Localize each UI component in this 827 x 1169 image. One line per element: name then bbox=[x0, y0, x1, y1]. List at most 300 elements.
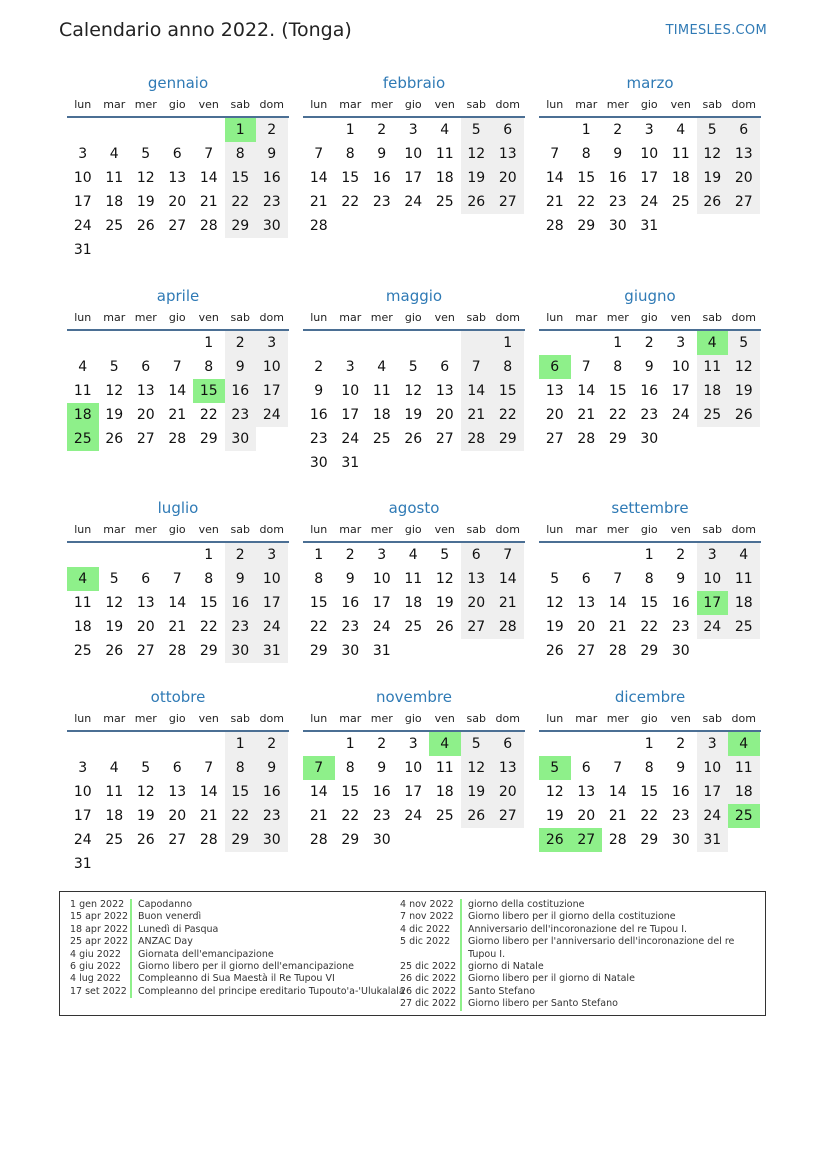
month-settembre bbox=[539, 497, 761, 663]
weekday-label: dom bbox=[259, 98, 284, 111]
empty-cell bbox=[256, 427, 288, 451]
empty-cell bbox=[303, 732, 335, 756]
empty-cell bbox=[539, 732, 571, 756]
day-cell: 31 bbox=[372, 643, 391, 659]
month-giugno bbox=[539, 285, 761, 451]
day-cell: 1 bbox=[613, 335, 623, 351]
legend-item bbox=[70, 973, 405, 985]
day-cell: 1 bbox=[644, 547, 654, 563]
day-cell: 23 bbox=[225, 615, 257, 639]
holiday-name: Buon venerdì bbox=[130, 911, 201, 923]
day-cell: 13 bbox=[435, 383, 454, 399]
empty-cell bbox=[130, 543, 162, 567]
weekday-label: mar bbox=[575, 523, 598, 536]
day-cell: 26 bbox=[105, 431, 124, 447]
day-cell: 15 bbox=[193, 379, 225, 403]
empty-cell bbox=[539, 331, 571, 355]
day-cell: 8 bbox=[314, 571, 324, 587]
day-cell: 20 bbox=[577, 619, 596, 635]
weekday-label: lun bbox=[546, 98, 564, 111]
weekday-label: mer bbox=[606, 523, 629, 536]
day-cell: 18 bbox=[435, 170, 454, 186]
day-cell: 18 bbox=[372, 407, 391, 423]
day-cell: 7 bbox=[303, 756, 335, 780]
day-cell: 22 bbox=[225, 804, 257, 828]
day-cell: 20 bbox=[435, 407, 454, 423]
day-cell: 1 bbox=[225, 118, 257, 142]
day-cell: 23 bbox=[309, 431, 328, 447]
page-title: Calendario anno 2022. (Tonga) bbox=[59, 19, 352, 41]
day-cell: 2 bbox=[225, 331, 257, 355]
day-cell: 21 bbox=[168, 619, 187, 635]
holiday-date: 17 set 2022 bbox=[70, 985, 127, 997]
day-cell: 31 bbox=[256, 639, 288, 663]
day-cell: 17 bbox=[256, 591, 288, 615]
holiday-date: 1 gen 2022 bbox=[70, 899, 125, 910]
holiday-name: Lunedì di Pasqua bbox=[130, 924, 218, 936]
day-cell: 2 bbox=[256, 732, 288, 756]
day-cell: 1 bbox=[204, 335, 214, 351]
month-maggio bbox=[303, 285, 525, 475]
weekday-label: lun bbox=[310, 98, 328, 111]
day-cell: 15 bbox=[577, 170, 596, 186]
day-cell: 19 bbox=[545, 619, 564, 635]
weekday-header bbox=[67, 94, 289, 118]
empty-cell bbox=[303, 118, 335, 142]
day-cell: 21 bbox=[199, 808, 218, 824]
day-cell: 21 bbox=[309, 808, 328, 824]
day-cell: 4 bbox=[377, 359, 387, 375]
weekday-label: lun bbox=[546, 712, 564, 725]
weekday-label: dom bbox=[731, 523, 756, 536]
empty-cell bbox=[602, 543, 634, 567]
day-cell: 9 bbox=[676, 571, 686, 587]
day-cell: 27 bbox=[571, 828, 603, 852]
day-cell: 12 bbox=[728, 355, 760, 379]
day-cell: 28 bbox=[199, 832, 218, 848]
day-cell: 9 bbox=[256, 756, 288, 780]
day-cell: 29 bbox=[640, 832, 659, 848]
day-cell: 13 bbox=[492, 756, 524, 780]
empty-cell bbox=[130, 732, 162, 756]
brand-link[interactable]: TIMESLES.COM bbox=[665, 23, 767, 38]
day-cell: 4 bbox=[67, 567, 99, 591]
weekday-label: ven bbox=[198, 98, 219, 111]
weekday-label: ven bbox=[434, 712, 455, 725]
empty-cell bbox=[130, 118, 162, 142]
empty-cell bbox=[398, 451, 430, 475]
day-cell: 16 bbox=[225, 379, 257, 403]
day-grid bbox=[303, 331, 525, 475]
day-cell: 13 bbox=[136, 595, 155, 611]
day-cell: 24 bbox=[404, 808, 423, 824]
day-cell: 16 bbox=[671, 595, 690, 611]
day-cell: 9 bbox=[314, 383, 324, 399]
empty-cell bbox=[256, 852, 288, 876]
day-cell: 31 bbox=[697, 828, 729, 852]
empty-cell bbox=[665, 427, 697, 451]
empty-cell bbox=[225, 852, 257, 876]
month-title: maggio bbox=[385, 287, 443, 305]
weekday-label: mer bbox=[370, 712, 393, 725]
day-cell: 28 bbox=[461, 427, 493, 451]
weekday-label: ven bbox=[198, 523, 219, 536]
holiday-date: 26 dic 2022 bbox=[400, 973, 457, 985]
day-cell: 29 bbox=[199, 431, 218, 447]
weekday-label: sab bbox=[466, 712, 486, 725]
day-cell: 9 bbox=[377, 146, 387, 162]
empty-cell bbox=[99, 732, 131, 756]
weekday-label: lun bbox=[310, 311, 328, 324]
month-title: febbraio bbox=[382, 74, 446, 92]
empty-cell bbox=[99, 852, 131, 876]
day-cell: 1 bbox=[345, 122, 355, 138]
day-cell: 6 bbox=[539, 355, 571, 379]
weekday-label: dom bbox=[495, 311, 520, 324]
day-cell: 15 bbox=[608, 383, 627, 399]
empty-cell bbox=[335, 331, 367, 355]
day-cell: 31 bbox=[341, 455, 360, 471]
day-cell: 19 bbox=[136, 808, 155, 824]
day-cell: 14 bbox=[608, 784, 627, 800]
day-cell: 6 bbox=[492, 732, 524, 756]
day-cell: 26 bbox=[545, 643, 564, 659]
day-cell: 14 bbox=[577, 383, 596, 399]
day-cell: 26 bbox=[461, 190, 493, 214]
day-cell: 7 bbox=[314, 146, 324, 162]
weekday-header bbox=[303, 519, 525, 543]
day-cell: 12 bbox=[545, 595, 564, 611]
day-grid bbox=[539, 543, 761, 663]
day-grid bbox=[303, 118, 525, 238]
month-title: luglio bbox=[157, 499, 199, 517]
empty-cell bbox=[162, 732, 194, 756]
month-title: agosto bbox=[388, 499, 440, 517]
day-cell: 5 bbox=[109, 359, 119, 375]
day-cell: 19 bbox=[697, 166, 729, 190]
weekday-label: mer bbox=[370, 98, 393, 111]
weekday-label: mer bbox=[606, 98, 629, 111]
day-cell: 6 bbox=[728, 118, 760, 142]
weekday-label: sab bbox=[466, 98, 486, 111]
holiday-legend bbox=[59, 891, 766, 1016]
empty-cell bbox=[728, 214, 760, 238]
day-cell: 18 bbox=[105, 808, 124, 824]
day-cell: 19 bbox=[136, 194, 155, 210]
month-marzo bbox=[539, 72, 761, 238]
day-cell: 13 bbox=[577, 595, 596, 611]
day-cell: 13 bbox=[168, 784, 187, 800]
day-cell: 28 bbox=[199, 218, 218, 234]
empty-cell bbox=[461, 639, 493, 663]
day-cell: 31 bbox=[73, 242, 92, 258]
day-cell: 8 bbox=[225, 142, 257, 166]
legend-column-left bbox=[70, 899, 405, 998]
day-grid bbox=[303, 732, 525, 852]
day-cell: 10 bbox=[73, 784, 92, 800]
empty-cell bbox=[162, 331, 194, 355]
empty-cell bbox=[461, 828, 493, 852]
day-cell: 11 bbox=[697, 355, 729, 379]
day-cell: 22 bbox=[225, 190, 257, 214]
weekday-label: sab bbox=[466, 311, 486, 324]
day-cell: 1 bbox=[644, 736, 654, 752]
empty-cell bbox=[398, 214, 430, 238]
weekday-label: dom bbox=[495, 523, 520, 536]
day-cell: 12 bbox=[136, 170, 155, 186]
day-cell: 30 bbox=[671, 643, 690, 659]
day-grid bbox=[539, 118, 761, 238]
weekday-label: dom bbox=[259, 523, 284, 536]
empty-cell bbox=[571, 732, 603, 756]
weekday-label: mar bbox=[103, 98, 126, 111]
day-cell: 11 bbox=[105, 170, 124, 186]
day-cell: 28 bbox=[168, 643, 187, 659]
day-cell: 17 bbox=[671, 383, 690, 399]
day-cell: 27 bbox=[168, 218, 187, 234]
day-cell: 14 bbox=[168, 595, 187, 611]
day-cell: 25 bbox=[671, 194, 690, 210]
day-cell: 7 bbox=[461, 355, 493, 379]
day-cell: 23 bbox=[372, 194, 391, 210]
day-cell: 8 bbox=[225, 756, 257, 780]
weekday-label: sab bbox=[230, 311, 250, 324]
day-cell: 14 bbox=[608, 595, 627, 611]
day-cell: 24 bbox=[256, 615, 288, 639]
day-cell: 25 bbox=[728, 615, 760, 639]
day-cell: 3 bbox=[408, 122, 418, 138]
weekday-header bbox=[303, 708, 525, 732]
holiday-date: 26 dic 2022 bbox=[400, 985, 457, 997]
day-cell: 4 bbox=[697, 331, 729, 355]
weekday-label: dom bbox=[731, 98, 756, 111]
weekday-label: mar bbox=[339, 98, 362, 111]
empty-cell bbox=[256, 238, 288, 262]
day-cell: 11 bbox=[404, 571, 423, 587]
day-cell: 15 bbox=[199, 595, 218, 611]
day-cell: 9 bbox=[644, 359, 654, 375]
day-cell: 22 bbox=[341, 808, 360, 824]
month-febbraio bbox=[303, 72, 525, 238]
day-cell: 22 bbox=[577, 194, 596, 210]
day-cell: 26 bbox=[461, 804, 493, 828]
day-cell: 17 bbox=[341, 407, 360, 423]
day-cell: 15 bbox=[640, 595, 659, 611]
empty-cell bbox=[429, 331, 461, 355]
legend-item bbox=[400, 961, 738, 973]
holiday-date: 4 nov 2022 bbox=[400, 899, 454, 910]
day-cell: 18 bbox=[435, 784, 454, 800]
holiday-date: 5 dic 2022 bbox=[400, 936, 451, 948]
day-cell: 20 bbox=[136, 407, 155, 423]
day-cell: 1 bbox=[581, 122, 591, 138]
month-ottobre bbox=[67, 686, 289, 876]
weekday-label: gio bbox=[168, 98, 186, 111]
day-cell: 4 bbox=[408, 547, 418, 563]
day-cell: 9 bbox=[225, 567, 257, 591]
day-cell: 17 bbox=[404, 170, 423, 186]
day-cell: 29 bbox=[640, 643, 659, 659]
day-cell: 10 bbox=[256, 355, 288, 379]
day-cell: 28 bbox=[577, 431, 596, 447]
day-cell: 20 bbox=[168, 194, 187, 210]
day-cell: 10 bbox=[341, 383, 360, 399]
empty-cell bbox=[602, 732, 634, 756]
day-cell: 2 bbox=[345, 547, 355, 563]
day-cell: 24 bbox=[73, 218, 92, 234]
empty-cell bbox=[225, 238, 257, 262]
day-cell: 5 bbox=[550, 571, 560, 587]
day-cell: 14 bbox=[309, 784, 328, 800]
holiday-name: Santo Stefano bbox=[460, 986, 535, 998]
empty-cell bbox=[461, 451, 493, 475]
legend-item bbox=[400, 936, 738, 961]
day-cell: 2 bbox=[676, 547, 686, 563]
day-cell: 12 bbox=[105, 383, 124, 399]
day-cell: 25 bbox=[728, 804, 760, 828]
weekday-label: dom bbox=[259, 311, 284, 324]
weekday-label: ven bbox=[198, 712, 219, 725]
day-cell: 18 bbox=[728, 780, 760, 804]
day-cell: 2 bbox=[676, 736, 686, 752]
day-cell: 19 bbox=[545, 808, 564, 824]
day-cell: 15 bbox=[492, 379, 524, 403]
day-cell: 8 bbox=[644, 571, 654, 587]
day-cell: 1 bbox=[204, 547, 214, 563]
weekday-label: mar bbox=[103, 523, 126, 536]
day-cell: 2 bbox=[377, 122, 387, 138]
day-cell: 24 bbox=[341, 431, 360, 447]
empty-cell bbox=[366, 451, 398, 475]
empty-cell bbox=[99, 331, 131, 355]
day-cell: 5 bbox=[728, 331, 760, 355]
weekday-label: ven bbox=[670, 523, 691, 536]
day-cell: 19 bbox=[404, 407, 423, 423]
day-cell: 19 bbox=[728, 379, 760, 403]
legend-item bbox=[70, 924, 405, 936]
legend-item bbox=[70, 899, 405, 911]
day-cell: 21 bbox=[608, 808, 627, 824]
day-cell: 18 bbox=[404, 595, 423, 611]
weekday-label: ven bbox=[434, 311, 455, 324]
day-cell: 20 bbox=[545, 407, 564, 423]
day-cell: 10 bbox=[671, 359, 690, 375]
day-cell: 21 bbox=[309, 194, 328, 210]
weekday-label: lun bbox=[74, 523, 92, 536]
day-cell: 7 bbox=[204, 146, 214, 162]
day-cell: 3 bbox=[78, 760, 88, 776]
holiday-date: 27 dic 2022 bbox=[400, 998, 457, 1010]
day-cell: 26 bbox=[539, 828, 571, 852]
day-grid bbox=[67, 543, 289, 663]
day-cell: 7 bbox=[172, 359, 182, 375]
empty-cell bbox=[162, 238, 194, 262]
weekday-header bbox=[539, 307, 761, 331]
day-cell: 28 bbox=[545, 218, 564, 234]
weekday-label: sab bbox=[702, 712, 722, 725]
day-cell: 4 bbox=[429, 732, 461, 756]
empty-cell bbox=[492, 828, 524, 852]
day-cell: 11 bbox=[73, 383, 92, 399]
day-cell: 14 bbox=[492, 567, 524, 591]
weekday-label: mer bbox=[134, 98, 157, 111]
day-cell: 30 bbox=[256, 214, 288, 238]
day-cell: 16 bbox=[372, 170, 391, 186]
day-cell: 26 bbox=[697, 190, 729, 214]
day-cell: 18 bbox=[73, 619, 92, 635]
day-cell: 25 bbox=[67, 427, 99, 451]
day-cell: 10 bbox=[697, 756, 729, 780]
day-cell: 7 bbox=[581, 359, 591, 375]
empty-cell bbox=[398, 331, 430, 355]
day-cell: 21 bbox=[461, 403, 493, 427]
day-cell: 21 bbox=[608, 619, 627, 635]
day-cell: 12 bbox=[545, 784, 564, 800]
day-cell: 29 bbox=[492, 427, 524, 451]
day-cell: 27 bbox=[136, 431, 155, 447]
day-cell: 19 bbox=[435, 595, 454, 611]
empty-cell bbox=[99, 118, 131, 142]
day-cell: 29 bbox=[199, 643, 218, 659]
day-cell: 17 bbox=[697, 780, 729, 804]
weekday-label: mar bbox=[103, 311, 126, 324]
day-cell: 23 bbox=[256, 190, 288, 214]
legend-item bbox=[70, 949, 405, 961]
weekday-label: sab bbox=[702, 98, 722, 111]
day-cell: 20 bbox=[728, 166, 760, 190]
day-cell: 16 bbox=[256, 780, 288, 804]
day-cell: 4 bbox=[440, 122, 450, 138]
day-cell: 2 bbox=[225, 543, 257, 567]
day-cell: 6 bbox=[581, 760, 591, 776]
legend-item bbox=[400, 924, 738, 936]
day-cell: 2 bbox=[644, 335, 654, 351]
day-cell: 22 bbox=[341, 194, 360, 210]
day-cell: 3 bbox=[345, 359, 355, 375]
month-dicembre bbox=[539, 686, 761, 852]
weekday-label: dom bbox=[495, 712, 520, 725]
day-cell: 29 bbox=[225, 828, 257, 852]
day-cell: 12 bbox=[136, 784, 155, 800]
day-cell: 23 bbox=[256, 804, 288, 828]
day-cell: 27 bbox=[545, 431, 564, 447]
day-cell: 24 bbox=[640, 194, 659, 210]
day-cell: 22 bbox=[492, 403, 524, 427]
day-cell: 14 bbox=[309, 170, 328, 186]
month-title: marzo bbox=[626, 74, 674, 92]
weekday-label: gio bbox=[168, 712, 186, 725]
holiday-name: Giorno libero per Santo Stefano bbox=[460, 998, 618, 1010]
day-cell: 21 bbox=[168, 407, 187, 423]
day-cell: 30 bbox=[225, 427, 257, 451]
holiday-name: Compleanno del principe ereditario Tupouto'a-'Ulukalala bbox=[130, 986, 405, 998]
day-cell: 5 bbox=[539, 756, 571, 780]
weekday-label: dom bbox=[731, 311, 756, 324]
day-cell: 13 bbox=[461, 567, 493, 591]
holiday-date: 18 apr 2022 bbox=[70, 923, 129, 935]
day-cell: 25 bbox=[435, 808, 454, 824]
empty-cell bbox=[162, 118, 194, 142]
day-cell: 10 bbox=[256, 567, 288, 591]
day-cell: 5 bbox=[697, 118, 729, 142]
empty-cell bbox=[665, 214, 697, 238]
day-cell: 20 bbox=[577, 808, 596, 824]
day-cell: 11 bbox=[372, 383, 391, 399]
month-title: settembre bbox=[611, 499, 689, 517]
day-cell: 27 bbox=[435, 431, 454, 447]
day-cell: 4 bbox=[109, 146, 119, 162]
day-cell: 6 bbox=[172, 760, 182, 776]
